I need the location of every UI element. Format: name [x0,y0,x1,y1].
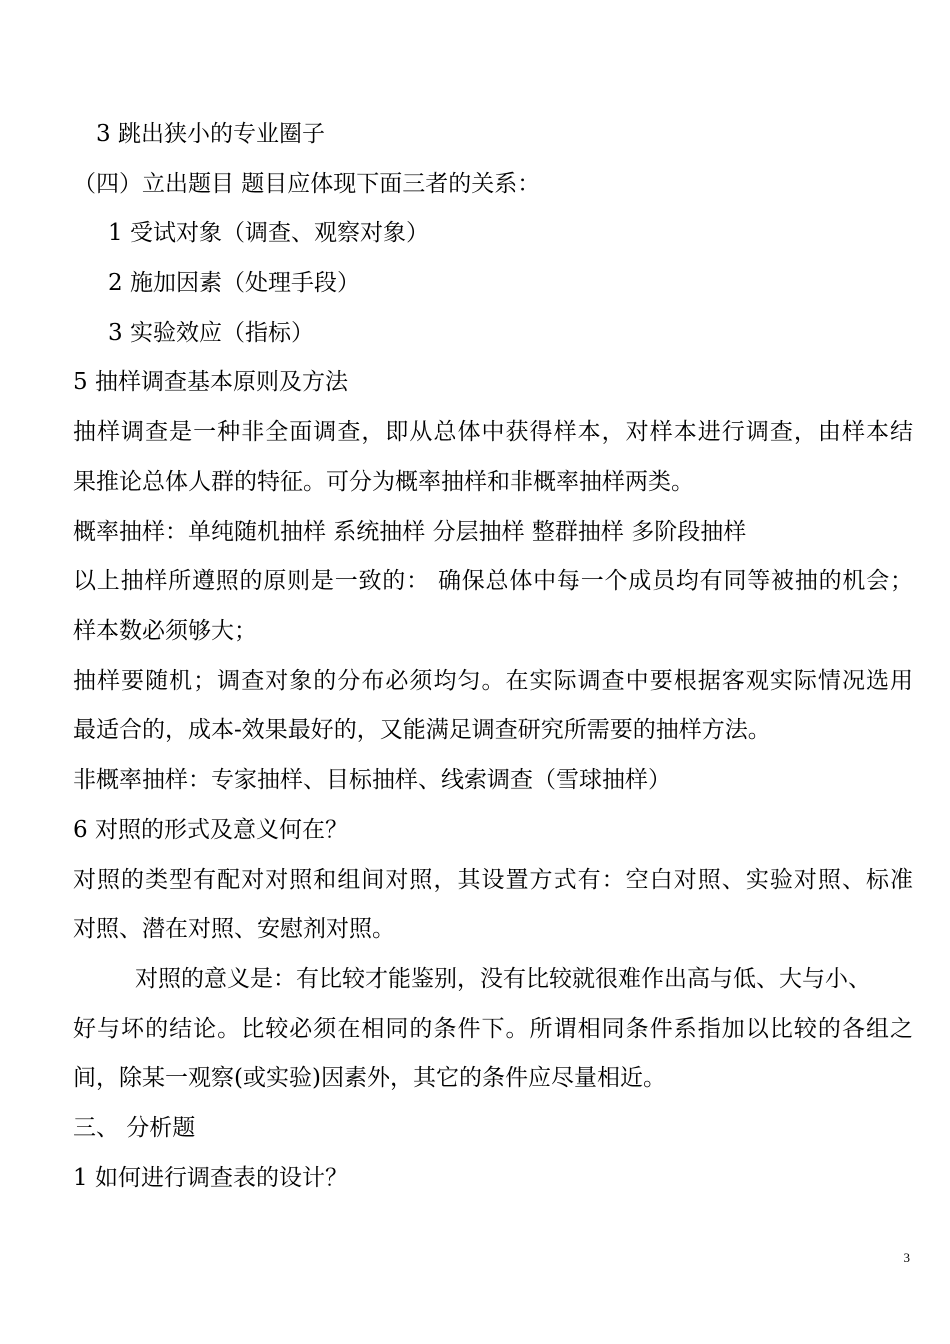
text-line: 3 实验效应（指标） [108,320,314,346]
page-number: 3 [903,1250,910,1265]
text-line: 抽样要随机；调查对象的分布必须均匀。在实际调查中要根据客观实际情况选用 [73,668,913,694]
text-line: 对照、潜在对照、安慰剂对照。 [73,916,395,942]
text-line: 果推论总体人群的特征。可分为概率抽样和非概率抽样两类。 [73,469,694,495]
text-line: 以上抽样所遵照的原则是一致的： 确保总体中每一个成员均有同等被抽的机会； [73,568,913,594]
section-heading: 三、 分析题 [73,1115,196,1141]
text-line: 抽样调查是一种非全面调查，即从总体中获得样本，对样本进行调查，由样本结 [73,419,913,445]
text-line: 非概率抽样：专家抽样、目标抽样、线索调查（雪球抽样） [73,767,671,793]
text-line: 3 跳出狭小的专业圈子 [96,121,325,147]
text-line: 最适合的，成本-效果最好的，又能满足调查研究所需要的抽样方法。 [73,717,771,743]
text-line: 对照的意义是：有比较才能鉴别，没有比较就很难作出高与低、大与小、 [135,966,871,992]
text-line: 样本数必须够大； [73,618,257,644]
text-line: 2 施加因素（处理手段） [108,270,360,296]
text-line: 间，除某一观察(或实验)因素外，其它的条件应尽量相近。 [73,1065,666,1091]
text-line: 概率抽样：单纯随机抽样 系统抽样 分层抽样 整群抽样 多阶段抽样 [73,519,747,545]
question-heading: 6 对照的形式及意义何在？ [73,817,348,843]
text-line: 1 受试对象（调查、观察对象） [108,220,429,246]
text-line: 好与坏的结论。比较必须在相同的条件下。所谓相同条件系指加以比较的各组之 [73,1016,913,1042]
section-heading: （四）立出题目 题目应体现下面三者的关系： [73,171,541,197]
question-heading: 1 如何进行调查表的设计？ [73,1165,348,1191]
question-heading: 5 抽样调查基本原则及方法 [73,369,348,395]
text-line: 对照的类型有配对对照和组间对照，其设置方式有：空白对照、实验对照、标准 [73,867,913,893]
